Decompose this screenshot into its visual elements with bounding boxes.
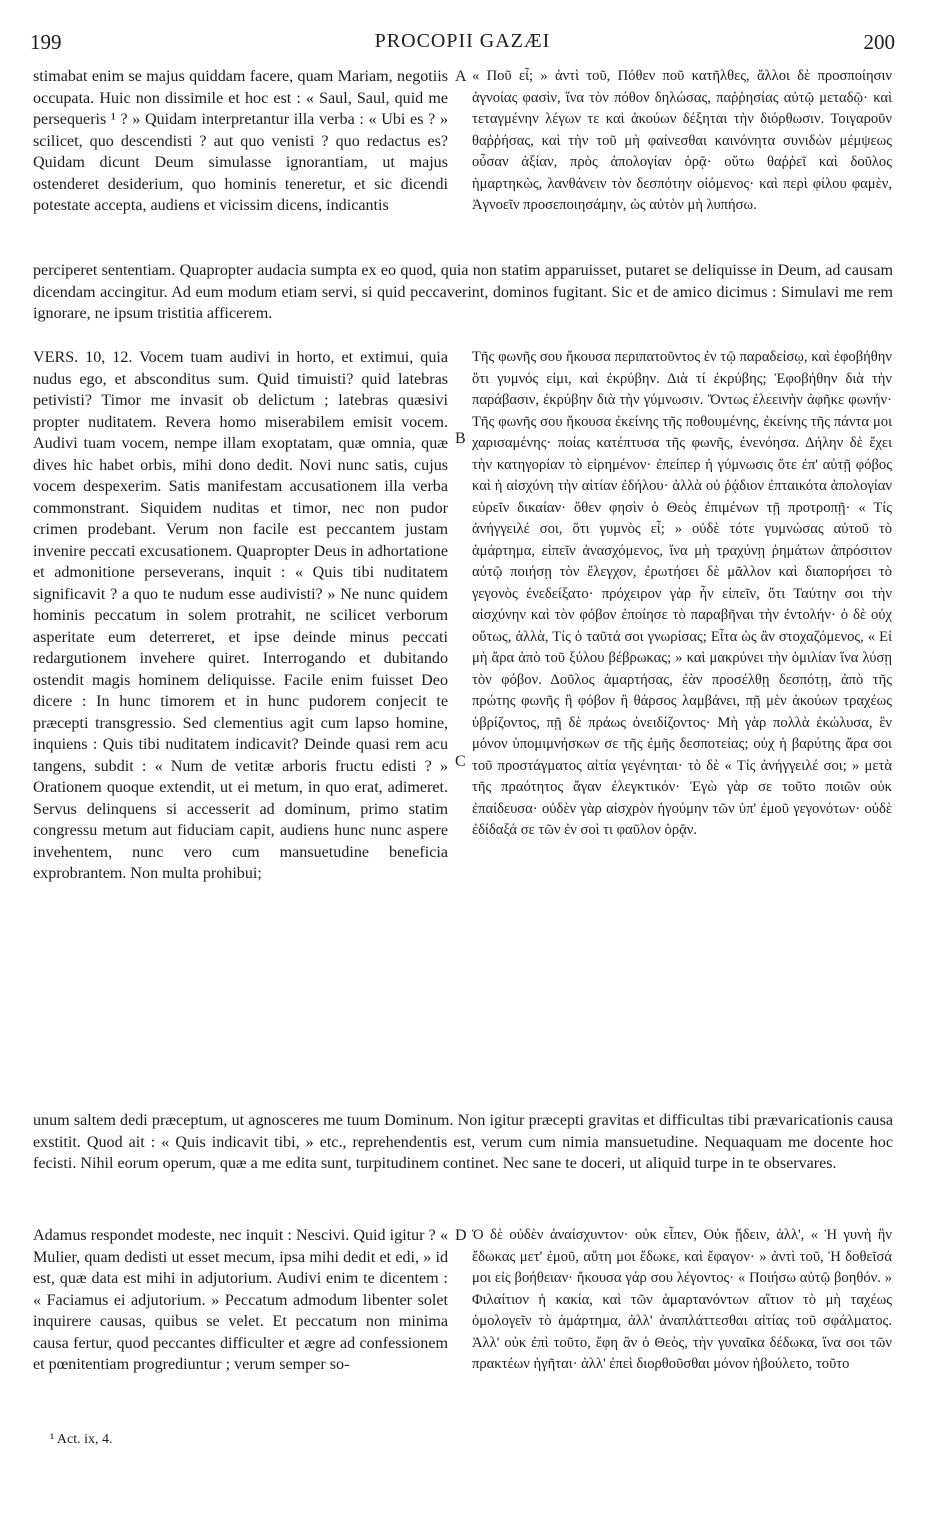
footnote: ¹ Act. ix, 4. (50, 1432, 113, 1447)
latin-column-block-3: Adamus respondet modeste, nec inquit : Nescivi. Quid igitur ? « Mulier, quam dedisti ut esset mecum, ipsa mihi dedit et edi, » id est, quæ data est mihi in adjutorium. Audivi enim te dicentem : « Faciamus ei adjutorium. » Peccatum admodum libenter solet inquirere causas, quibus se velet. Et peccatum non minima causa fertur, quod peccantes difficulter et ægre ad confessionem et pœnitentiam progrediuntur ; verum semper so- (33, 1227, 448, 1373)
latin-column-block-1: stimabat enim se majus quiddam facere, quam Mariam, negotiis occupata. Huic non dissimile et hoc est : « Saul, Saul, quid me persequeris ¹ ? » Quidam interpretantur illa verba : « Ubi es ? » scilicet, quo descendisti ? aut quo venisti ? quo redactus es? Quidam dicunt Deum simulasse ignorantiam, ut majus ostenderet desiderium, quo hominis teneretur, et sic dicendi potestate accepta, audiens et vicissim dicens, indicantis (33, 68, 448, 214)
latin-column-block-2: VERS. 10, 12. Vocem tuam audivi in horto, et extimui, quia nudus ego, et absconditus sum. Quid timuisti? quid latebras petivisti? Timor me invasit ob delictum ; latebras quæsivi propter nuditatem. Revera homo miserabilem emisit vocem. Audivi tuam vocem, nempe illam exoptatam, quæ omnia, quæ dives hic habet orbis, mihi dono dedit. Novi nunc satis, cujus vocem despexerim. Satis manifestam accusationem illa verba commonstrant. Siquidem nuditas et timor, nec non pudor crimen prodebant. Verum non facile est peccantem justam invenire peccati excusationem. Quapropter Deus in adhortatione et admonitione perseverans, inquit : « Quis tibi nuditatem significavit ? a quo te nudum esse audivisti? » Ne nunc quidem hominis peccatum in solem protrahit, ne scilicet verborum asperitate eum deterreret, et ipse deinde minus peccati redargutionem invehere quiret. Interrogando et dubitando ostendit magis hominem deliquisse. Facile enim fuisset Deo dicere : In hunc timorem et in hunc pudorem conjecit te præcepti transgressio. Sed clementius agit cum lapso homine, inquiens : Quis tibi nuditatem indicavit? Deinde quasi rem acu tangens, subdit : « Num de vetitæ arboris fructu edisti ? » Orationem quoque extendit, ut ei metum, in quo erat, adimeret. Servus delinquens si accesserit ad dominum, primo statim congressu metum aut fiduciam capit, audiens hunc nunc aspere invehentem, nunc vero cum mansuetudine beneficia exprobrantem. Non multa prohibui; (33, 349, 448, 882)
page-number-left: 199 (30, 30, 62, 54)
page-number-right: 200 (863, 30, 895, 54)
full-width-latin-block-2: unum saltem dedi præceptum, ut agnosceres me tuum Dominum. Non igitur præcepti gravitas et difficultas tibi prævaricationis causa exstitit. Quod ait : « Quis indicavit tibi, » etc., reprehendentis est, verum cum nimia mansuetudine. Nequaquam me docente hoc fecisti. Nihil eorum operum, quæ a me edita sunt, turpitudinem continet. Nec sane te doceri, ut aliquid turpe in te observares. (33, 1112, 893, 1172)
greek-column-block-3: Ὁ δὲ οὐδὲν ἀναίσχυντον· οὐκ εἶπεν, Οὐκ ᾔδειν, ἀλλ', « Ἡ γυνὴ ἣν ἔδωκας μετ' ἐμοῦ, αὕτη μοι ἔδωκε, καὶ ἔφαγον· » ἀντὶ τοῦ, Ἡ δοθεῖσά μοι εἰς βοήθειαν· ἤκουσα γάρ σου λέγοντος· « Ποιήσω αὐτῷ βοηθόν. » Φιλαίτιον ἡ κακία, καὶ τῶν ἁμαρτανόντων αἴτιον τὸ μὴ ταχέως ὁμολογεῖν τὸ ἁμάρτημα, ἀλλ' ἀναπλάττεσθαι αἰτίας τοῦ σφάλματος. Ἀλλ' οὐκ ἐπὶ τοῦτο, ἔφη ἂν ὁ Θεὸς, τὴν γυναῖκα δέδωκα, ἵνα σοι τῶν πρακτέων ἡγῆται· ἀλλ' ἐπεὶ διορθοῦσθαι μόνον ἠβούλετο, τοῦτο (472, 1227, 892, 1372)
margin-marker-c: C (455, 753, 466, 770)
greek-column-block-2: Τῆς φωνῆς σου ἤκουσα περιπατοῦντος ἐν τῷ παραδείσῳ, καὶ ἐφοβήθην ὅτι γυμνός εἰμι, καὶ ἐκρύβην. Διὰ τί ἐκρύβης; Ἐφοβήθην διὰ τὴν παράβασιν, ἐκρύβην διὰ τὴν γύμνωσιν. Ὄντως ἐλεεινὴν ἀφῆκε φωνήν· Τῆς φωνῆς σου ἤκουσα ἐκείνης τῆς ποθουμένης, ἐκείνης τῆς πάντα μοι χαρισαμένης· ποίας κατέπτυσα τῆς φωνῆς, ἐνενόησα. Δήλην δὲ ἔχει τὴν κατηγορίαν τὸ εἰρημένον· ἐπείπερ ἡ γύμνωσις ὅτε ἐπ' αὐτῇ φόβος καὶ ἡ αἰσχύνη τὴν αἰτίαν ἐδήλου· ἀλλὰ οὐ ῥᾴδιον ἐπταικότα ἀπολογίαν εὑρεῖν δικαίαν· ὅθεν φησὶν ὁ Θεὸς ἐπιμένων τῇ προτροπῇ· « Τίς ἀνήγγειλέ σοι, ὅτι γυμνὸς εἶ; » οὐδὲ τότε γυμνώσας αὐτοῦ τὸ ἁμάρτημα, εἰπεῖν ἀνασχόμενος, ἵνα μὴ τραχύνῃ ῥημάτων ἀπρόσιτον αὐτῷ ποιήσῃ τὸν ἔλεγχον, ἐρωτήσει δὲ μᾶλλον καὶ διαπορήσει τὸ γεγονὸς ἐνεδείξατο· πρόχειρον γὰρ ἦν εἰπεῖν, ὅτι Ταύτην σοι τὴν αἰσχύνην καὶ τὸν φόβον ἐποίησε τὸ παραβῆναι τὴν ἐντολήν· ὁ δὲ οὐχ οὕτως, ἀλλὰ, Τίς ὁ ταῦτά σοι γνωρίσας; Εἶτα ὡς ἂν στοχαζόμενος, « Εἰ μὴ ἄρα ἀπὸ τοῦ ξύλου βέβρωκας; » καὶ μακρύνει τὴν ὁμιλίαν ἵνα λύσῃ τὸν φόβον. Δοῦλος ἁμαρτήσας, ἐὰν προσέλθῃ δεσπότῃ, ἀπὸ τῆς πρώτης φωνῆς ἢ φόβον ἢ θάρσος λαμβάνει, πῇ μὲν ἀκούων τραχέως ὑβρίζοντος, πῇ δὲ πράως ὀνειδίζοντος· Μὴ γὰρ πολλὰ ἐκώλυσα, ἓν μόνον ὑπομιμνήσκων σε τῆς ἐμῆς δεσποτείας; οὐχ ἡ βαρύτης ἄρα σοι τοῦ προστάγματος αἰτία γεγένηται· τὸ δὲ « Τίς ἀνήγγειλέ σοι; » μετὰ τῆς πραότητος ἄγαν ἐλεγκτικόν· Ἐγὼ γὰρ σε τοῦτο ποιῶν οὐκ ἐπαίδευσα· οὐδὲν γὰρ αἰσχρὸν ἡγούμην τῶν ὑπ' ἐμοῦ γεγονότων· οὐδὲ ἐδίδαξά σε τῶν ἐν σοὶ τι φαῦλον ὁρᾷν. (472, 349, 892, 838)
page-header (30, 30, 895, 60)
greek-column-block-1: « Ποῦ εἶ; » ἀντὶ τοῦ, Πόθεν ποῦ κατῆλθες, ἄλλοι δὲ προσποίησιν ἀγνοίας φασὶν, ἵνα τὸν πόθον δηλώσας, παῤῥησίας αὐτῷ μεταδῷ· καὶ τεταγμένην λέγων τε καὶ ἀκούων δέξηται τὴν διόρθωσιν. Τοιγαροῦν θαῤῥήσας, καὶ τὴν τοῦ μὴ φαίνεσθαι καινόνητα συνιδὼν μέμψεως οὖσαν ἀξίαν, πρὸς ἀπολογίαν ὁρᾷ· οὕτω θαῤῥεῖ καὶ δοῦλος ἡμαρτηκὼς, λανθάνειν τὸν δεσπότην οἰόμενος· καὶ περὶ φίλου φαμὲν, Ἀγνοεῖν προσεποιησάμην, ὡς αὐτὸν μὴ λυπήσω. (472, 68, 892, 213)
margin-marker-a: A (455, 68, 467, 85)
margin-marker-b: B (455, 430, 466, 447)
margin-marker-d: D (455, 1227, 467, 1244)
full-width-latin-block-1: perciperet sententiam. Quapropter audacia sumpta ex eo quod, quia non statim apparuisset, putaret se deliquisse in Deum, ad causam dicendam accingitur. Ad eum modum etiam servi, si quid peccaverint, dominos fugitant. Sic et de amico dicimus : Simulavi me rem ignorare, ne ipsum tristitia afficerem. (33, 262, 893, 322)
running-head: PROCOPII GAZÆI (374, 30, 551, 52)
